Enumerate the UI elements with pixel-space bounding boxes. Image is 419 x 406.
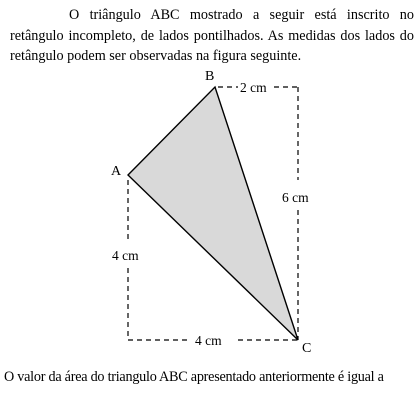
- measure-right: 6 cm: [282, 190, 309, 205]
- vertex-label-a: A: [111, 164, 122, 179]
- vertex-label-c: C: [302, 341, 312, 356]
- vertex-label-b: B: [205, 69, 215, 84]
- problem-statement: O triângulo ABC mostrado a seguir está inscrito no retângulo incompleto, de lados pontilhados. As medidas dos lados do retângulo podem ser observadas na figura seguinte.: [10, 7, 414, 64]
- measure-bottom: 4 cm: [195, 333, 222, 348]
- measure-left: 4 cm: [112, 248, 139, 263]
- measure-top: 2 cm: [240, 80, 267, 95]
- triangle-abc: [128, 87, 298, 340]
- question-text: O valor da área do triangulo ABC apresentado anteriormente é igual a: [4, 369, 384, 385]
